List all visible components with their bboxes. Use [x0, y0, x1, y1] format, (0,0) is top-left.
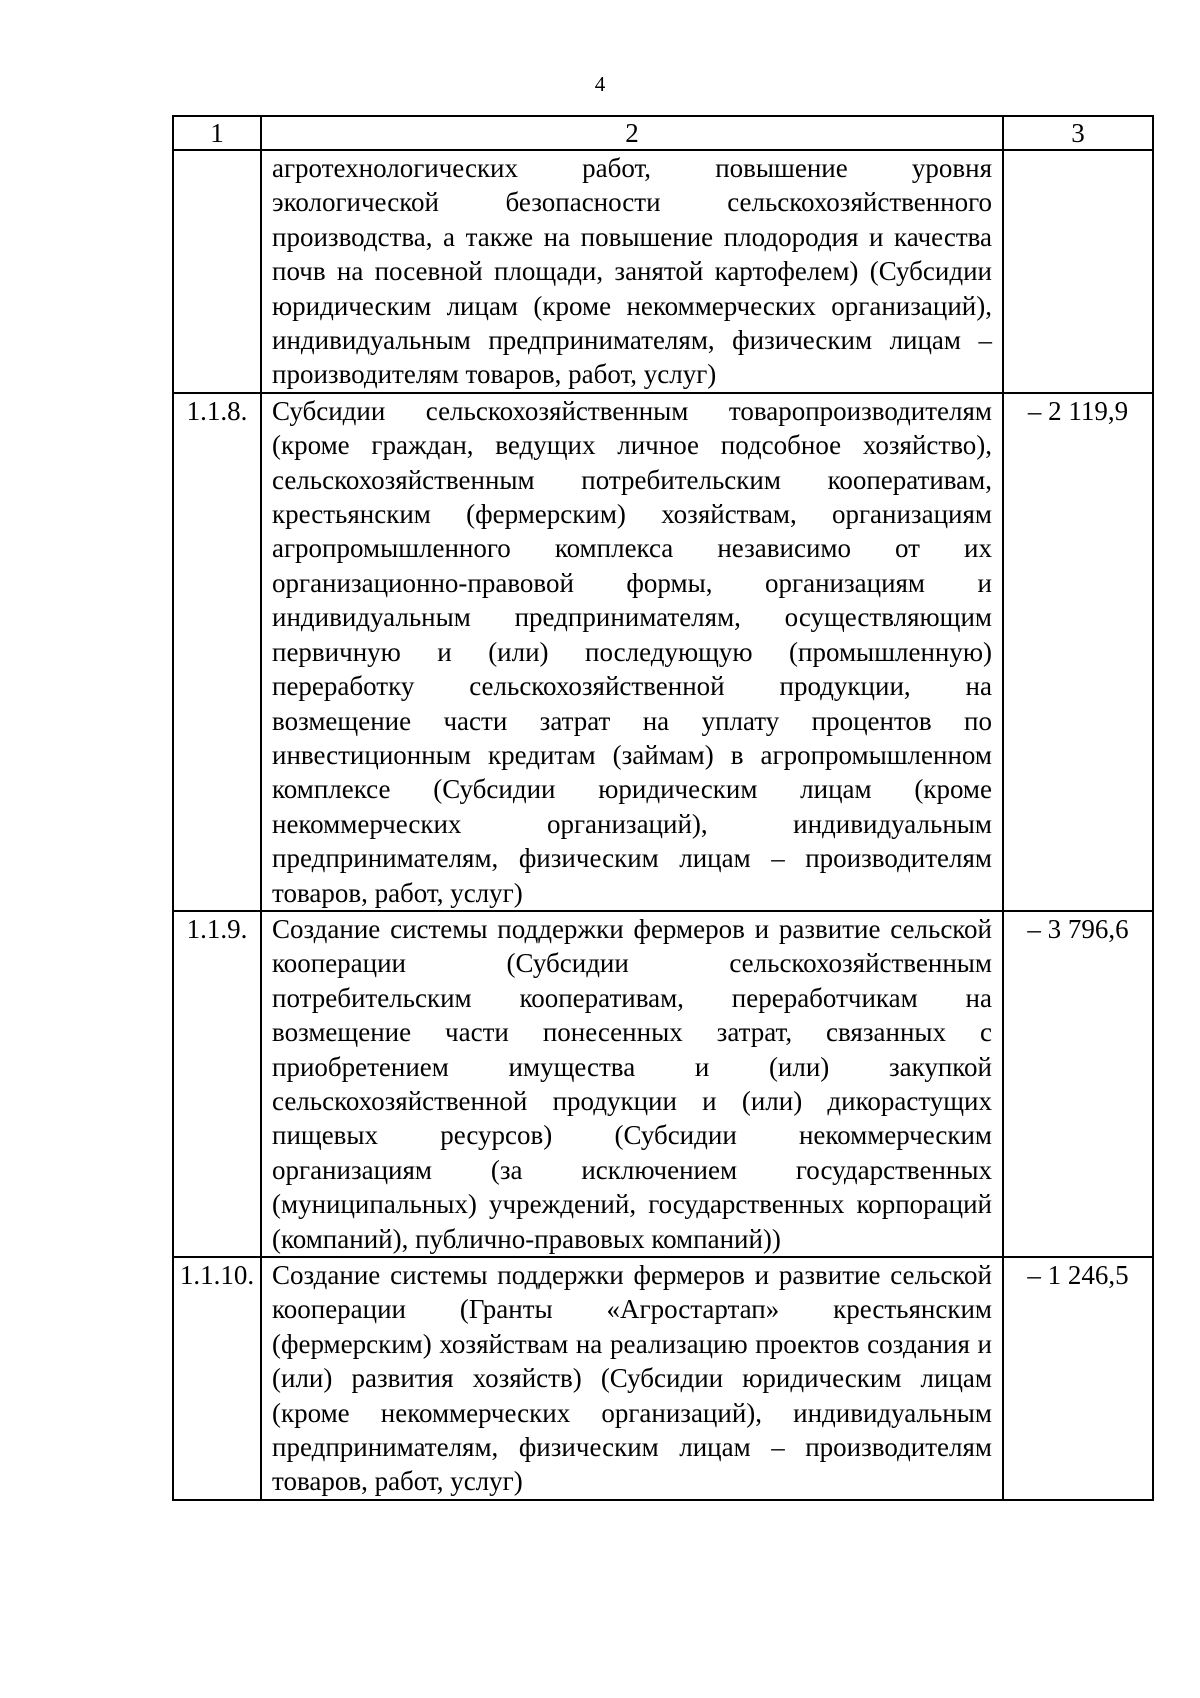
header-row — [173, 116, 1153, 150]
row-description: агротехнологических работ, повышение уровня экологической безопасности сельскохозяйственного производства, а также на повышение плодородия и качества почв на посевной площади, занятой картофелем) (Субсидии юридическим лицам (кроме некоммерческих организаций), индивидуальным предпринимателям, физическим лицам – производителям товаров, работ, услуг) — [261, 150, 1003, 393]
row-number — [173, 150, 261, 393]
table-body — [173, 150, 1153, 1500]
row-number: 1.1.9. — [173, 911, 261, 1257]
row-amount — [1003, 150, 1153, 393]
row-number: 1.1.8. — [173, 393, 261, 911]
table-row — [173, 1257, 1153, 1500]
table-row — [173, 911, 1153, 1257]
row-number: 1.1.10. — [173, 1257, 261, 1500]
budget-table — [172, 115, 1154, 1501]
table-header — [173, 116, 1153, 150]
page-number: 4 — [594, 72, 606, 96]
table-row — [173, 150, 1153, 393]
table-row — [173, 393, 1153, 911]
row-amount: – 3 796,6 — [1003, 911, 1153, 1257]
column-header-1: 1 — [173, 116, 261, 150]
row-description: Субсидии сельскохозяйственным товаропроизводителям (кроме граждан, ведущих личное подсобное хозяйство), сельскохозяйственным потребительским кооперативам, крестьянским (фермерским) хозяйствам, организациям агропромышленного комплекса независимо от их организационно-правовой формы, организациям и индивидуальным предпринимателям, осуществляющим первичную и (или) последующую (промышленную) переработку сельскохозяйственной продукции, на возмещение части затрат на уплату процентов по инвестиционным кредитам (займам) в агропромышленном комплексе (Субсидии юридическим лицам (кроме некоммерческих организаций), индивидуальным предпринимателям, физическим лицам – производителям товаров, работ, услуг) — [261, 393, 1003, 911]
row-description: Создание системы поддержки фермеров и развитие сельской кооперации (Гранты «Агростартап» крестьянским (фермерским) хозяйствам на реализацию проектов создания и (или) развития хозяйств) (Субсидии юридическим лицам (кроме некоммерческих организаций), индивидуальным предпринимателям, физическим лицам – производителям товаров, работ, услуг) — [261, 1257, 1003, 1500]
row-description: Создание системы поддержки фермеров и развитие сельской кооперации (Субсидии сельскохозяйственным потребительским кооперативам, переработчикам на возмещение части понесенных затрат, связанных с приобретением имущества и (или) закупкой сельскохозяйственной продукции и (или) дикорастущих пищевых ресурсов) (Субсидии некоммерческим организациям (за исключением государственных (муниципальных) учреждений, государственных корпораций (компаний), публично-правовых компаний)) — [261, 911, 1003, 1257]
row-amount: – 1 246,5 — [1003, 1257, 1153, 1500]
column-header-3: 3 — [1003, 116, 1153, 150]
column-header-2: 2 — [261, 116, 1003, 150]
row-amount: – 2 119,9 — [1003, 393, 1153, 911]
